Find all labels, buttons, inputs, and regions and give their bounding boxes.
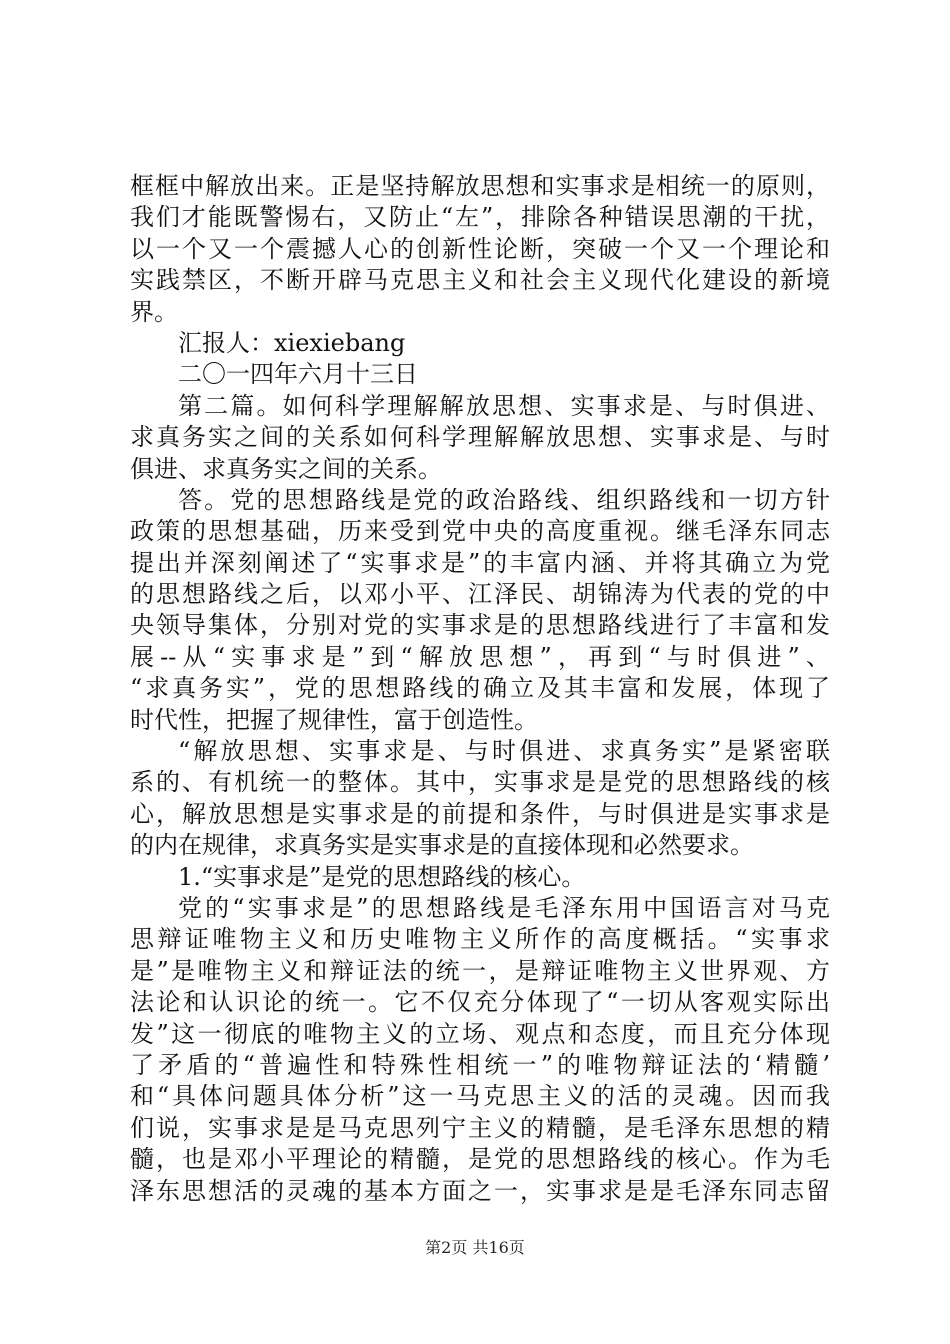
body-text (130, 171, 830, 1207)
text-line: 心，解放思想是实事求是的前提和条件，与时俱进是实事求是 (130, 799, 830, 828)
text-line: 汇报人：xiexiebang (178, 328, 406, 357)
text-line: 我们才能既警惕右，又防止“左”，排除各种错误思潮的干扰， (130, 203, 830, 232)
text-line: 系的、有机统一的整体。其中，实事求是是党的思想路线的核 (130, 768, 830, 797)
text-line: 求真务实之间的关系如何科学理解解放思想、实事求是、与时 (130, 423, 830, 452)
text-line: 发”这一彻底的唯物主义的立场、观点和态度，而且充分体现 (130, 1019, 830, 1048)
text-line: 法论和认识论的统一。它不仅充分体现了“一切从客观实际出 (130, 988, 830, 1017)
text-line: 和“具体问题具体分析”这一马克思主义的活的灵魂。因而我 (130, 1082, 830, 1111)
text-line: 界。 (130, 297, 178, 326)
text-line: 第二篇。如何科学理解解放思想、实事求是、与时俱进、 (178, 391, 830, 420)
text-line: 髓，也是邓小平理论的精髓，是党的思想路线的核心。作为毛 (130, 1145, 830, 1174)
page-footer: 第2页 共16页 (425, 1238, 525, 1257)
text-line: 二〇一四年六月十三日 (178, 360, 418, 389)
text-line: 泽东思想活的灵魂的基本方面之一，实事求是是毛泽东同志留 (130, 1176, 830, 1205)
text-line: 党的“实事求是”的思想路线是毛泽东用中国语言对马克 (178, 893, 830, 922)
text-line: 们说，实事求是是马克思列宁主义的精髓，是毛泽东思想的精 (130, 1113, 830, 1142)
text-line: 以一个又一个震撼人心的创新性论断，突破一个又一个理论和 (130, 234, 830, 263)
text-line: 的内在规律，求真务实是实事求是的直接体现和必然要求。 (130, 831, 754, 860)
text-line: 的思想路线之后，以邓小平、江泽民、胡锦涛为代表的党的中 (130, 580, 830, 609)
text-line: 思辩证唯物主义和历史唯物主义所作的高度概括。“实事求 (130, 925, 830, 954)
text-line: 实践禁区，不断开辟马克思主义和社会主义现代化建设的新境 (130, 266, 830, 295)
text-line: 展--从“实事求是”到“解放思想”，再到“与时俱进”、 (130, 642, 830, 671)
text-line: 央领导集体，分别对党的实事求是的思想路线进行了丰富和发 (130, 611, 830, 640)
text-line: “求真务实”，党的思想路线的确立及其丰富和发展，体现了 (130, 674, 830, 703)
text-line: 框框中解放出来。正是坚持解放思想和实事求是相统一的原则， (130, 172, 830, 200)
text-line: 政策的思想基础，历来受到党中央的高度重视。继毛泽东同志 (130, 517, 830, 546)
text-line: 1.“实事求是”是党的思想路线的核心。 (178, 862, 586, 891)
text-line: 俱进、求真务实之间的关系。 (130, 454, 442, 483)
text-line: 答。党的思想路线是党的政治路线、组织路线和一切方针 (178, 485, 830, 514)
text-line: 提出并深刻阐述了“实事求是”的丰富内涵、并将其确立为党 (130, 548, 830, 577)
text-line: 是”是唯物主义和辩证法的统一，是辩证唯物主义世界观、方 (130, 956, 830, 985)
text-line: 了矛盾的“普遍性和特殊性相统一”的唯物辩证法的‘精髓’ (130, 1050, 830, 1079)
text-line: “解放思想、实事求是、与时俱进、求真务实”是紧密联 (178, 737, 830, 766)
text-line: 时代性，把握了规律性，富于创造性。 (130, 705, 538, 734)
